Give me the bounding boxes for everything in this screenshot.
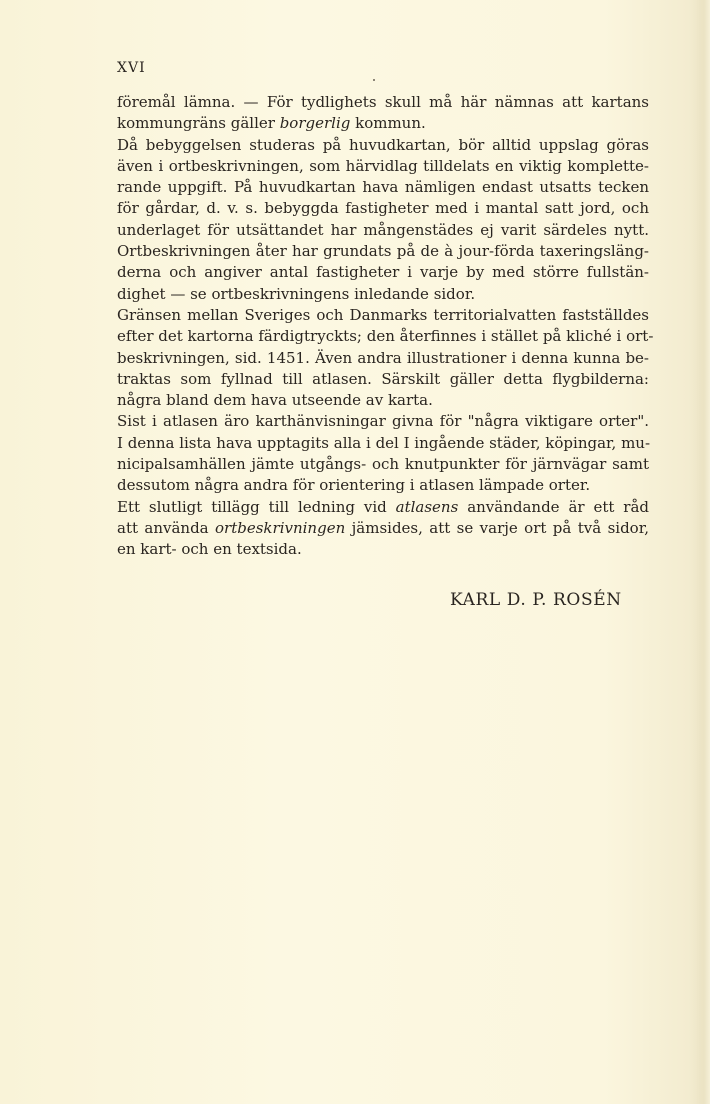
text-run: några bland dem hava utseende av karta. bbox=[117, 391, 433, 410]
italic-text: ortbeskrivningen bbox=[215, 518, 346, 537]
text-line bbox=[117, 390, 649, 411]
text-run: föremål lämna. — För tydlighets skull må här nämnas att kartans bbox=[117, 93, 649, 111]
text-line bbox=[117, 433, 649, 454]
text-line bbox=[117, 326, 654, 347]
text-line bbox=[117, 198, 649, 219]
text-line bbox=[117, 539, 649, 560]
text-run: traktas som fyllnad till atlasen. Särskilt gäller detta flygbilderna: bbox=[117, 369, 649, 388]
text-line bbox=[117, 411, 649, 432]
text-line bbox=[117, 92, 649, 113]
text-run: dessutom några andra för orientering i atlasen lämpade orter. bbox=[117, 476, 591, 495]
text-line bbox=[117, 348, 649, 369]
text-run: Ett slutligt tillägg till ledning vid bbox=[117, 497, 396, 516]
text-run: Sist i atlasen äro karthänvisningar givna för "några viktigare orter". bbox=[117, 412, 649, 431]
text-line bbox=[117, 135, 649, 156]
text-run: Då bebyggelsen studeras på huvudkartan, bör alltid uppslag göras bbox=[117, 135, 649, 154]
text-line bbox=[117, 305, 649, 326]
text-run: derna och angiver antal fastigheter i varje by med större fullstän- bbox=[117, 263, 649, 282]
text-line bbox=[117, 497, 649, 518]
text-run: även i ortbeskrivningen, som härvidlag tilldelats en viktig komplette- bbox=[117, 156, 649, 175]
page-edge bbox=[696, 0, 710, 1104]
text-run: kommun. bbox=[350, 114, 426, 133]
text-line bbox=[117, 454, 649, 475]
text-run: nicipalsamhällen jämte utgångs- och knutpunkter för järnvägar samt bbox=[117, 455, 649, 474]
text-run: rande uppgift. På huvudkartan hava nämligen endast utsatts tecken bbox=[117, 178, 649, 197]
text-run: efter det kartorna färdigtryckts; den återfinnes i stället på kliché i ort- bbox=[117, 327, 654, 346]
text-line bbox=[117, 518, 649, 539]
text-line bbox=[117, 241, 649, 262]
italic-text: borgerlig bbox=[279, 114, 351, 133]
text-line bbox=[117, 113, 649, 134]
text-run: beskrivningen, sid. 1451. Även andra illustrationer i denna kunna be- bbox=[117, 348, 649, 367]
text-run: att använda bbox=[117, 518, 216, 537]
print-speck bbox=[373, 79, 375, 81]
text-run: Ortbeskrivningen åter har grundats på de à jour-förda taxeringsläng- bbox=[117, 242, 649, 261]
text-run: en kart- och en textsida. bbox=[117, 540, 302, 559]
text-run: underlaget för utsättandet har mångenstädes ej varit särdeles nytt. bbox=[117, 220, 649, 239]
text-line bbox=[117, 369, 649, 390]
italic-text: atlasens bbox=[395, 497, 459, 516]
page-number: XVI bbox=[117, 60, 146, 76]
text-line bbox=[117, 177, 649, 198]
text-line bbox=[117, 475, 649, 496]
text-line bbox=[117, 284, 649, 305]
text-run: Gränsen mellan Sveriges och Danmarks territorialvatten fastställdes bbox=[117, 305, 649, 324]
text-run: I denna lista hava upptagits alla i del I ingående städer, köpingar, mu- bbox=[117, 433, 651, 452]
text-run: användande är ett råd bbox=[458, 497, 649, 516]
author-signature: KARL D. P. ROSÉN bbox=[450, 590, 622, 610]
text-run: jämsides, att se varje ort på två sidor, bbox=[345, 518, 649, 537]
text-line bbox=[117, 220, 649, 241]
text-run: för gårdar, d. v. s. bebyggda fastigheter med i mantal satt jord, och bbox=[117, 199, 649, 218]
body-text bbox=[117, 92, 654, 561]
text-run: dighet — se ortbeskrivningens inledande sidor. bbox=[117, 284, 476, 303]
text-run: kommungräns gäller bbox=[117, 114, 280, 133]
text-line bbox=[117, 262, 649, 283]
body-paragraphs bbox=[117, 92, 654, 561]
text-line bbox=[117, 156, 649, 177]
